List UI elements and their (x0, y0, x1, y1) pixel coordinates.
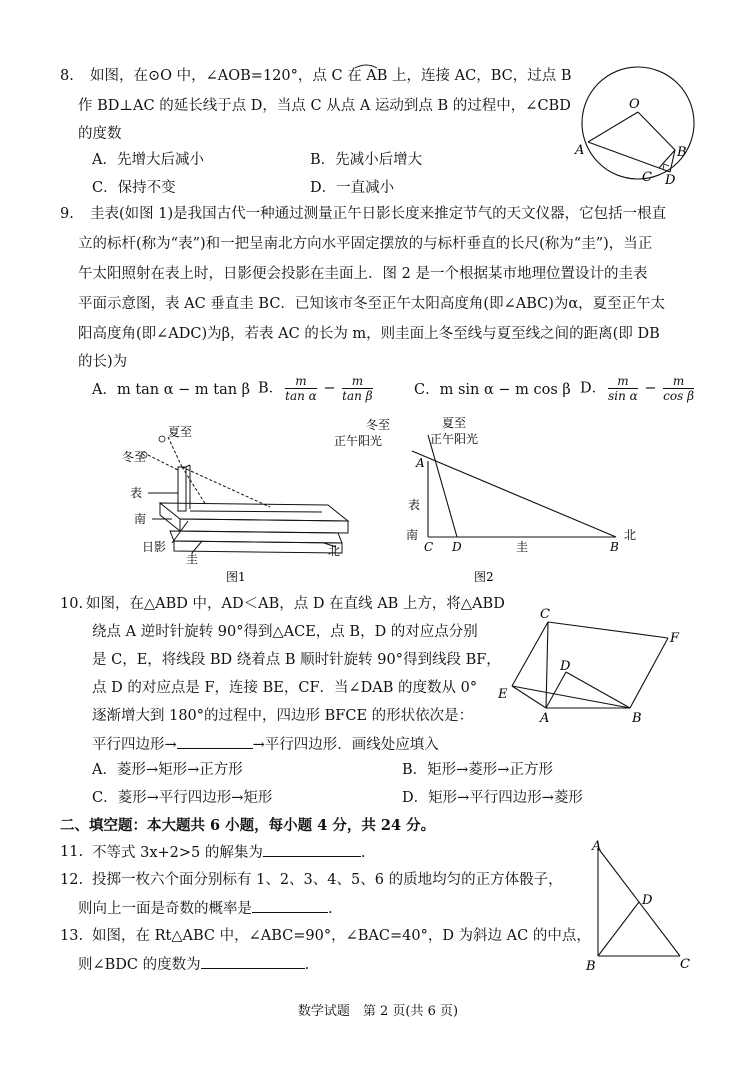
q8-option-b: B．先减小后增大 (310, 152, 423, 168)
fig2-winter: 冬至 (366, 418, 391, 432)
section2-heading: 二、填空题：本大题共 6 小题，每小题 4 分，共 24 分。 (60, 817, 436, 834)
fig2-summer: 夏至 (442, 416, 467, 430)
q11-line (92, 842, 365, 863)
fig2-south: 南 (406, 528, 419, 542)
winter-sunline (412, 451, 616, 537)
q10-number: 10. (60, 596, 84, 612)
fig2-gui: 圭 (516, 540, 529, 554)
q10-line3: 是 C，E，将线段 BD 绕着点 B 顺时针旋转 90°得到线段 BF， (92, 652, 501, 668)
fig2-d: D (452, 540, 462, 554)
segment-db (566, 672, 630, 708)
q12-number: 12. (60, 872, 84, 888)
q9-line6: 的长)为 (78, 354, 128, 370)
q9-b-num1: m (285, 374, 317, 389)
q9-d-minus: − (644, 380, 657, 397)
q9-option-c: C．m sin α − m cos β (414, 382, 571, 398)
summer-ray (168, 437, 182, 467)
q10-line2: 绕点 A 逆时针旋转 90°得到△ACE，点 B，D 的对应点分别 (92, 624, 478, 640)
label-d: D (642, 893, 653, 908)
q10-line1: 如图，在△ABD 中，AD＜AB，点 D 在直线 AB 上方，将△ABD (86, 596, 505, 612)
biao-pole (178, 467, 186, 511)
label-o: O (629, 97, 640, 112)
q9-option-d-prefix: D． (580, 380, 607, 397)
fig2-b: B (610, 540, 619, 554)
sun-summer-icon (159, 436, 165, 442)
label-a: A (592, 839, 602, 854)
segment-bd (598, 902, 639, 956)
label-c: C (540, 607, 550, 622)
pole-top-edge (186, 465, 190, 467)
label-a: A (540, 711, 550, 726)
fig2-north: 北 (624, 528, 637, 542)
label-b: B (632, 711, 642, 726)
fig1-caption: 图1 (226, 570, 246, 584)
q9-b-num2: m (342, 374, 372, 389)
q11-answer-blank[interactable] (263, 842, 361, 857)
q13-end: . (304, 957, 310, 973)
segment-ob (638, 112, 675, 150)
q11-text: 不等式 3x+2>5 的解集为 (92, 845, 263, 861)
segment-ac (588, 142, 659, 168)
label-a: A (575, 143, 585, 158)
q10-line4: 点 D 的对应点是 F，连接 BE，CF．当∠DAB 的度数从 0° (92, 680, 478, 696)
q8-line2: 作 BD⊥AC 的延长线于点 D，当点 C 从点 A 运动到点 B 的过程中，∠CBD (78, 98, 571, 114)
q9-option-a: A．m tan α − m tan β (92, 382, 251, 398)
fig1-gui: 圭 (186, 552, 199, 566)
arc-mark (0, 0, 1, 1)
fig2-a: A (416, 456, 425, 470)
q9-number: 9. (60, 206, 74, 222)
segment-ca (546, 622, 548, 708)
segment-cf (548, 622, 668, 638)
q9-b-den1: tan α (285, 389, 317, 403)
q12-line2 (78, 898, 333, 919)
q10-line6 (92, 734, 439, 755)
q10-option-d: D．矩形→平行四边形→菱形 (402, 790, 583, 806)
q10-line5: 逐渐增大到 180°的过程中，四边形 BFCE 的形状依次是： (92, 708, 474, 724)
q9-figure2 (330, 415, 650, 595)
q10-blank-pre: 平行四边形→ (92, 737, 177, 753)
q10-option-c: C．菱形→平行四边形→矩形 (92, 790, 273, 806)
q8-circle-figure (575, 60, 705, 190)
gui-lower-front (174, 541, 342, 553)
q9-option-d (580, 374, 696, 403)
q11-number: 11. (60, 844, 84, 860)
q13-line1: 如图，在 Rt△ABC 中，∠ABC=90°，∠BAC=40°，D 为斜边 AC 的中点， (92, 928, 591, 944)
q9-option-b (258, 374, 375, 403)
q8-line3: 的度数 (78, 126, 122, 142)
fig1-north: 北 (328, 544, 341, 558)
q12-answer-blank[interactable] (252, 898, 328, 913)
fig1-winter: 冬至 (122, 450, 147, 464)
q10-figure (494, 600, 694, 730)
q8-option-d: D．一直减小 (310, 180, 395, 196)
q12-line1: 投掷一枚六个面分别标有 1、2、3、4、5、6 的质地均匀的正方体骰子， (92, 872, 563, 888)
segment-fb (630, 638, 668, 708)
right-angle-mark (663, 164, 669, 170)
q12-end: . (328, 901, 333, 917)
segment-oa (588, 112, 638, 142)
gui-groove (190, 511, 322, 512)
q12-text: 则向上一面是奇数的概率是 (78, 901, 252, 917)
q9-d-den2: cos β (663, 389, 695, 403)
page-footer: 数学试题 第 2 页(共 6 页) (297, 1004, 459, 1019)
q9-option-b-prefix: B． (258, 380, 284, 397)
label-d: D (560, 659, 571, 674)
circle-o (582, 67, 694, 179)
q13-number: 13. (60, 928, 84, 944)
q9-line5: 阳高度角(即∠ADC)为β，若表 AC 的长为 m，则圭面上冬至线与夏至线之间的距离(即 DB (78, 326, 660, 342)
q9-b-minus: − (323, 380, 336, 397)
q8-line1: 如图，在⊙O 中，∠AOB=120°，点 C 在 AB 上，连接 AC，BC，过点 B (90, 68, 572, 84)
q8-number: 8. (60, 68, 74, 84)
fig1-summer: 夏至 (168, 425, 193, 439)
q9-d-den1: sin α (608, 389, 638, 403)
q13-answer-blank[interactable] (201, 954, 305, 969)
label-f: F (670, 631, 680, 646)
fig1-south: 南 (134, 512, 147, 526)
q13-line2 (78, 954, 309, 975)
q13-figure (586, 838, 696, 978)
segment-ad (546, 672, 566, 708)
q10-option-b: B．矩形→菱形→正方形 (402, 762, 553, 778)
segment-ec (512, 622, 548, 686)
label-e: E (498, 687, 508, 702)
label-b: B (586, 959, 596, 974)
q9-b-den2: tan β (342, 389, 373, 403)
summer-sunline (428, 435, 457, 537)
q8-option-a: A．先增大后减小 (92, 152, 204, 168)
label-c: C (642, 170, 652, 185)
label-b: B (677, 145, 687, 160)
q9-d-num2: m (663, 374, 694, 389)
winter-shadow-ray (182, 467, 270, 507)
fig2-caption: 图2 (474, 570, 494, 584)
q9-d-num1: m (608, 374, 638, 389)
gui-front-face (180, 519, 348, 533)
q9-line4: 平面示意图，表 AC 垂直圭 BC．已知该市冬至正午太阳高度角(即∠ABC)为α，夏至正午太 (78, 296, 666, 312)
fig2-biao: 表 (408, 498, 421, 512)
q11-end: . (360, 845, 366, 861)
fig1-shadow: 日影 (142, 540, 167, 554)
q10-option-a: A．菱形→矩形→正方形 (92, 762, 243, 778)
q10-blank-post: →平行四边形．画线处应填入 (252, 737, 439, 753)
q9-line3: 午太阳照射在表上时，日影便会投影在圭面上．图 2 是一个根据某市地理位置设计的圭表 (78, 266, 648, 282)
q13-text: 则∠BDC 的度数为 (78, 957, 201, 973)
q10-answer-blank[interactable] (177, 734, 253, 749)
fig2-c: C (424, 540, 434, 554)
winter-ray (148, 455, 178, 470)
fig2-noon1: 正午阳光 (334, 434, 383, 448)
q8-option-c: C．保持不变 (92, 180, 176, 196)
fig2-noon2: 正午阳光 (430, 432, 479, 446)
fig1-biao: 表 (130, 486, 143, 500)
label-c: C (680, 957, 690, 972)
q9-line2: 立的标杆(称为“表”)和一把呈南北方向水平固定摆放的与标杆垂直的长尺(称为“圭”)，当正 (78, 236, 653, 252)
label-d: D (665, 173, 676, 188)
q9-line1: 圭表(如图 1)是我国古代一种通过测量正午日影长度来推定节气的天文仪器，它包括一根直 (90, 206, 667, 222)
